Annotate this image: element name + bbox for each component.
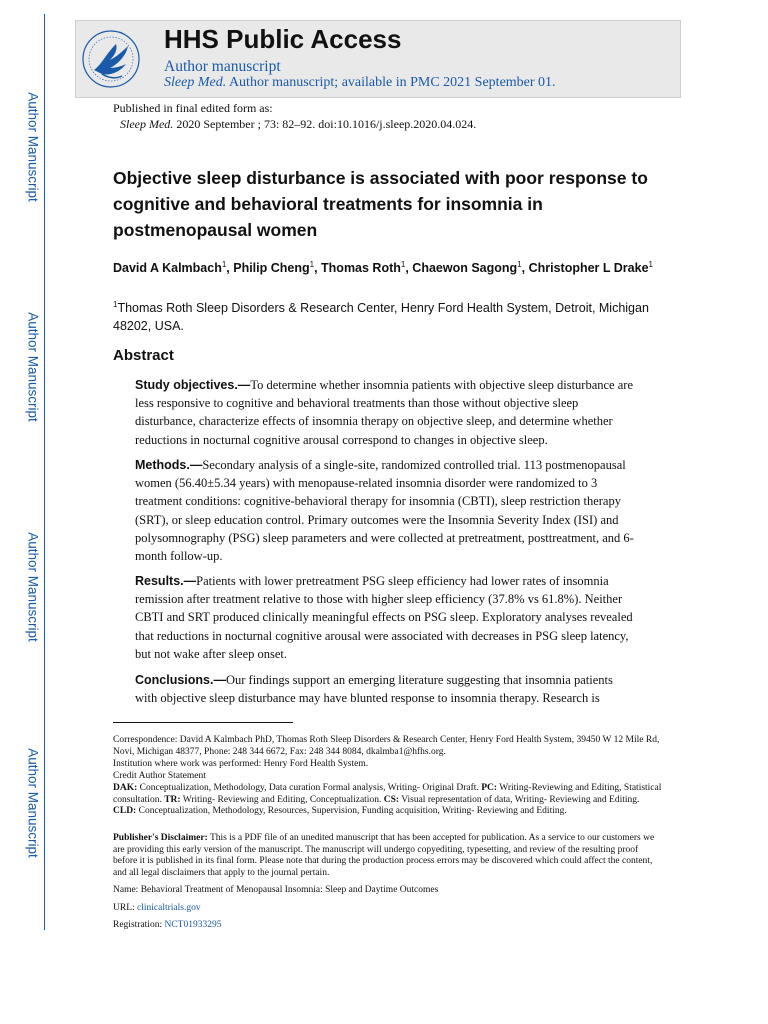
sidebar-label-2: Author Manuscript <box>25 312 41 422</box>
article-title: Objective sleep disturbance is associated with poor response to cognitive and behavioral treatments for insomnia in postmenopausal women <box>113 168 648 240</box>
abstract-objectives: Study objectives.—To determine whether insomnia patients with objective sleep disturbance are less responsive to cognitive and behavioral treatments than those without objective sleep disturbance, characterize effects of insomnia therapy on objective sleep, and determine whether reductions in nocturnal cognitive arousal correspond to changes in objective sleep. <box>135 378 633 447</box>
trial-registration: Registration: NCT01933295 <box>113 920 222 930</box>
author-name: Christopher L Drake <box>528 261 649 276</box>
published-intro: Published in final edited form as: <box>113 101 273 115</box>
author-name: David A Kalmbach <box>113 261 222 276</box>
abstract-heading: Abstract <box>113 347 174 364</box>
author-name: Thomas Roth <box>321 261 401 276</box>
trial-name: Name: Behavioral Treatment of Menopausal Insomnia: Sleep and Daytime Outcomes <box>113 885 439 895</box>
credit-title: Credit Author Statement <box>113 771 206 781</box>
sidebar-label-4: Author Manuscript <box>25 748 41 858</box>
correspondence-note: Correspondence: David A Kalmbach PhD, Thomas Roth Sleep Disorders & Research Center, Henry Ford Health System, 39450 W 12 Mile Rd, Novi, Michigan 48377, Phone: 248 344 6672, Fax: 248 344 8084, dkalmba1@hfhs.org. <box>113 735 660 757</box>
author-list: David A Kalmbach$^1$, Philip Cheng$^1$, Thomas Roth$^1$, Chaewon Sagong$^1$, Christopher L Drake$^1$ <box>113 260 653 276</box>
publication-citation: Sleep Med. 2020 September ; 73: 82–92. doi:10.1016/j.sleep.2020.04.024. <box>120 117 477 131</box>
institution-note: Institution where work was performed: Henry Ford Health System. <box>113 759 369 769</box>
sidebar-label-1: Author Manuscript <box>25 92 41 202</box>
sidebar-rule <box>44 14 45 930</box>
footnote-rule <box>113 722 293 723</box>
sidebar-label-3: Author Manuscript <box>25 532 41 642</box>
hhs-title: HHS Public Access <box>164 24 402 54</box>
author-name: Chaewon Sagong <box>412 261 518 276</box>
abstract-results: Results.—Patients with lower pretreatment PSG sleep efficiency had lower rates of insomnia remission after treatment relative to those with higher sleep efficiency (37.8% vs 61.8%). Neither CBTI and SRT produced clinically meaningful effects on PSG sleep. Exploratory analyses revealed that reductions in nocturnal cognitive arousal were associated with decreases in PSG sleep latency, but not wake after sleep onset. <box>135 574 633 661</box>
hhs-eagle-seal-icon <box>80 24 142 94</box>
publisher-disclaimer: Publisher's Disclaimer: This is a PDF file of an unedited manuscript that has been accepted for publication. As a service to our customers we are providing this early version of the manuscript. The manuscript will undergo copyediting, typesetting, and review of the resulting proof before it is published in its final form. Please note that during the production process errors may be discovered which could affect the content, and all legal disclaimers that apply to the journal pertain. <box>113 833 655 878</box>
clinicaltrials-link[interactable]: clinicaltrials.gov <box>137 903 201 913</box>
credit-statement: DAK: Conceptualization, Methodology, Data curation Formal analysis, Writing- Original Draft. PC: Writing-Reviewing and Editing, Statistical consultation. TR: Writing- Reviewing and Editing, Conceptualization. CS: Visual representation of data, Writing- Reviewing and Editing. CLD: Conceptualization, Methodology, Resources, Supervision, Funding acquisition, Writing- Reviewing and Editing. <box>113 783 662 817</box>
author-manuscript-label: Author manuscript <box>164 58 281 75</box>
trial-url: URL: clinicaltrials.gov <box>113 903 201 913</box>
abstract-conclusions: Conclusions.—Our findings support an emerging literature suggesting that insomnia patients with objective sleep disturbance may have blunted response to insomnia therapy. Research is <box>135 673 613 706</box>
registration-link[interactable]: NCT01933295 <box>164 920 222 930</box>
abstract-methods: Methods.—Secondary analysis of a single-site, randomized controlled trial. 113 postmenopausal women (56.40±5.34 years) with menopause-related insomnia disorder were randomized to 3 treatment conditions: cognitive-behavioral therapy for insomnia (CBTI), sleep restriction therapy (SRT), or sleep education control. Primary outcomes were the Insomnia Severity Index (ISI) and polysomnography (PSG) sleep parameters and were collected at pretreatment, posttreatment, and 6-month follow-up. <box>135 458 634 564</box>
availability-line: Sleep Med. Author manuscript; available in PMC 2021 September 01. <box>164 75 556 90</box>
author-name: Philip Cheng <box>233 261 310 276</box>
affiliation: $^1$Thomas Roth Sleep Disorders & Research Center, Henry Ford Health System, Detroit, Michigan 48202, USA. <box>113 300 649 334</box>
